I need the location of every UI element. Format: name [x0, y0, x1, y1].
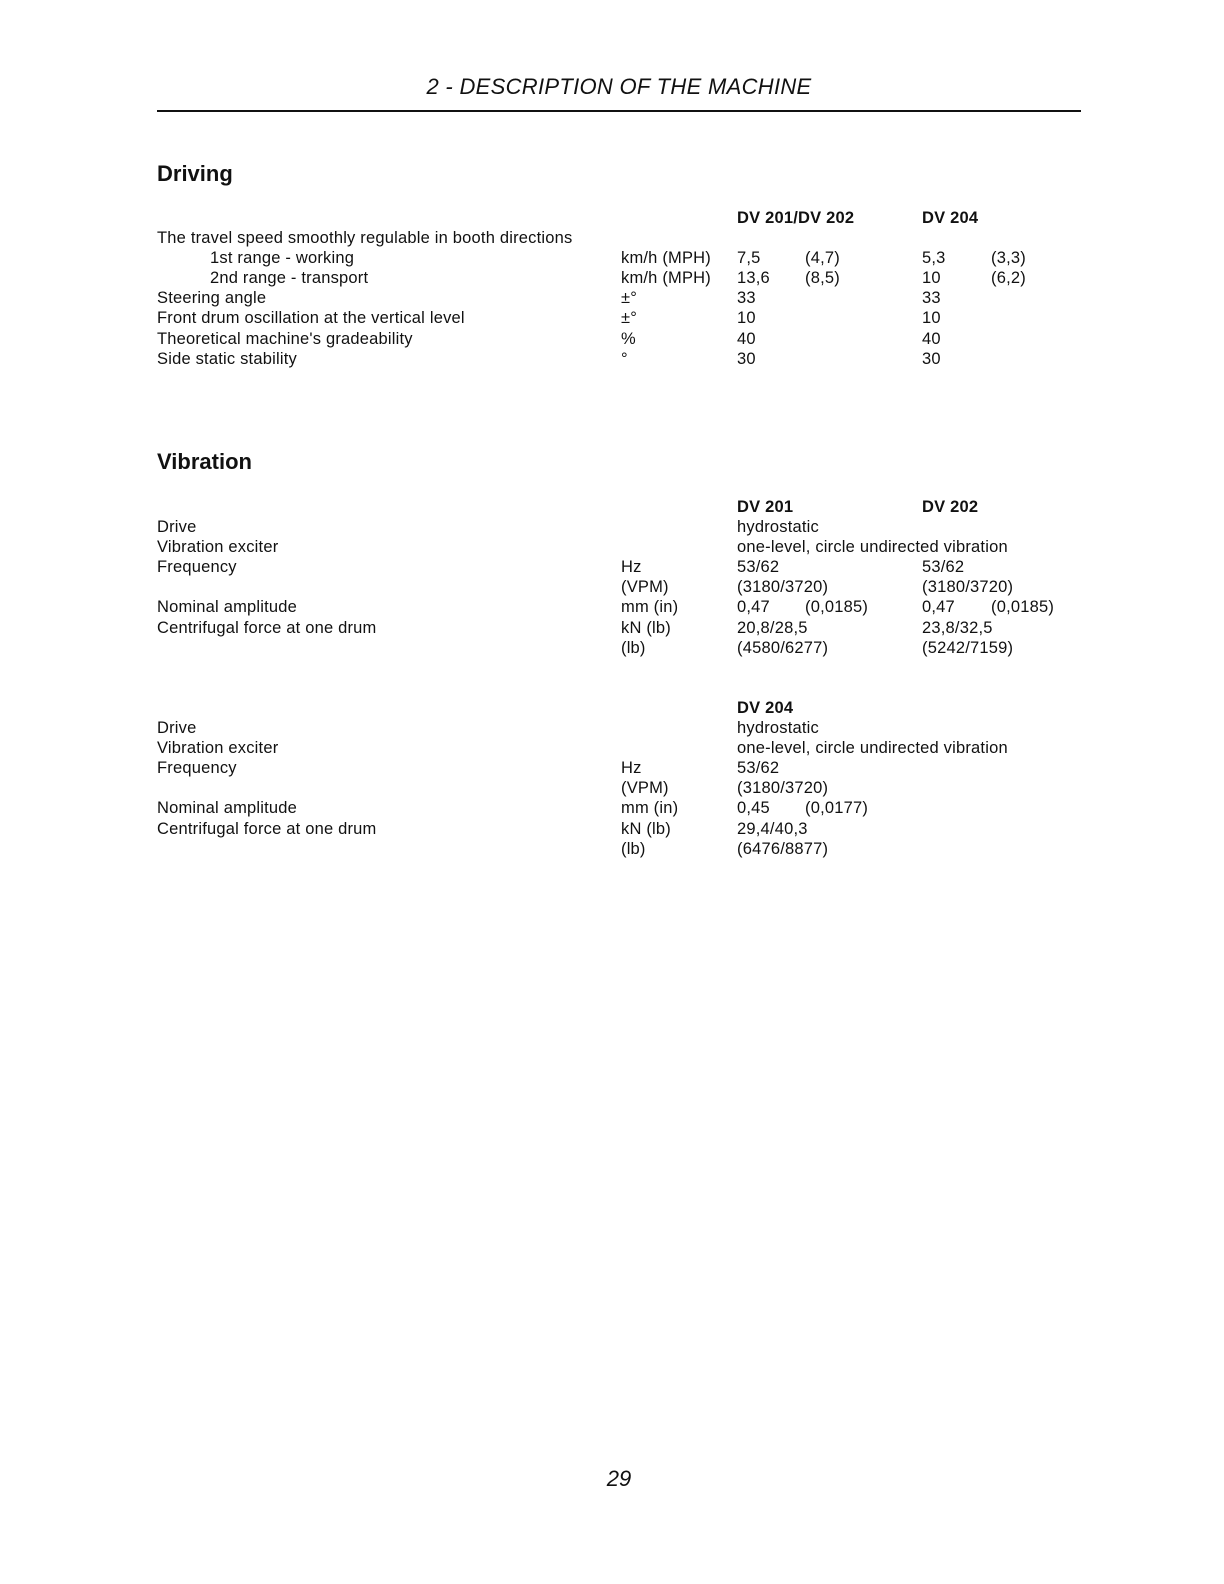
row-value: one-level, circle undirected vibration: [737, 538, 1008, 557]
travel-speed-intro: The travel speed smoothly regulable in booth directions: [157, 229, 573, 248]
row-unit: mm (in): [621, 598, 679, 617]
table-row: [157, 349, 1081, 369]
table-row: [157, 537, 1081, 557]
row-value: 30: [922, 349, 941, 368]
row-value: (3,3): [991, 249, 1026, 268]
row-value: 0,45: [737, 799, 770, 818]
column-header-dv204: DV 204: [737, 699, 794, 717]
row-value: 13,6: [737, 269, 770, 288]
row-label: Theoretical machine's gradeability: [157, 329, 413, 348]
row-value: (6476/8877): [737, 839, 829, 858]
table-header-row: [157, 698, 1081, 718]
table-row: [157, 638, 1081, 658]
row-value: 30: [737, 349, 756, 368]
row-value: (0,0185): [805, 598, 869, 617]
table-row: [157, 839, 1081, 859]
row-value: (5242/7159): [922, 638, 1014, 657]
vibration-table-dv201-dv202: [157, 497, 1081, 658]
table-row: [157, 758, 1081, 778]
row-value: 40: [737, 329, 756, 348]
row-value: 0,47: [737, 598, 770, 617]
row-label: Frequency: [157, 558, 237, 577]
table-row: [157, 577, 1081, 597]
row-unit: kN (lb): [621, 618, 671, 637]
row-unit: (VPM): [621, 578, 669, 597]
row-label: Frequency: [157, 759, 237, 778]
row-value: one-level, circle undirected vibration: [737, 739, 1008, 758]
row-unit: (lb): [621, 839, 646, 858]
header-rule: [157, 110, 1081, 112]
table-row: [157, 308, 1081, 328]
row-value: 10: [737, 309, 756, 328]
section-title-vibration: Vibration: [157, 449, 252, 474]
row-label: Centrifugal force at one drum: [157, 618, 377, 637]
row-value: 20,8/28,5: [737, 618, 808, 637]
row-value: 33: [737, 289, 756, 308]
row-value: (4,7): [805, 249, 840, 268]
table-row: [157, 557, 1081, 577]
row-unit: ±°: [621, 309, 638, 328]
row-unit: Hz: [621, 558, 642, 577]
table-row: [157, 268, 1081, 288]
row-value: (8,5): [805, 269, 840, 288]
table-row: [157, 819, 1081, 839]
row-label: Vibration exciter: [157, 739, 279, 758]
row-unit: Hz: [621, 759, 642, 778]
row-value: 23,8/32,5: [922, 618, 993, 637]
row-label: Steering angle: [157, 289, 267, 308]
column-header-dv204: DV 204: [922, 209, 979, 227]
column-header-dv201-dv202: DV 201/DV 202: [737, 209, 855, 227]
page-header: 2 - DESCRIPTION OF THE MACHINE: [426, 74, 812, 99]
row-value: hydrostatic: [737, 719, 819, 738]
row-label: Nominal amplitude: [157, 598, 298, 617]
row-label: Side static stability: [157, 349, 297, 368]
table-row: [157, 248, 1081, 268]
row-value: 7,5: [737, 249, 761, 268]
table-row: [157, 329, 1081, 349]
row-unit: ±°: [621, 289, 638, 308]
driving-table: [157, 208, 1081, 369]
table-row: [157, 618, 1081, 638]
row-value: (4580/6277): [737, 638, 829, 657]
row-value: (6,2): [991, 269, 1026, 288]
row-value: 53/62: [737, 759, 780, 778]
row-value: 33: [922, 289, 941, 308]
row-value: (3180/3720): [922, 578, 1014, 597]
table-row: [157, 718, 1081, 738]
table-header-row: [157, 208, 1081, 228]
table-row: [157, 228, 1081, 248]
row-value: 0,47: [922, 598, 955, 617]
row-label: Drive: [157, 719, 197, 738]
table-row: [157, 778, 1081, 798]
row-value: (3180/3720): [737, 779, 829, 798]
row-unit: mm (in): [621, 799, 679, 818]
row-value: hydrostatic: [737, 518, 819, 537]
row-value: (0,0177): [805, 799, 869, 818]
row-unit: (lb): [621, 638, 646, 657]
row-value: 29,4/40,3: [737, 819, 808, 838]
vibration-table-dv204: [157, 698, 1081, 859]
row-value: 10: [922, 269, 941, 288]
row-unit: km/h (MPH): [621, 249, 711, 268]
row-label: Vibration exciter: [157, 538, 279, 557]
column-header-dv201: DV 201: [737, 498, 794, 516]
row-value: (0,0185): [991, 598, 1055, 617]
row-unit: %: [621, 329, 636, 348]
table-header-row: [157, 497, 1081, 517]
row-value: 10: [922, 309, 941, 328]
table-row: [157, 738, 1081, 758]
row-value: 5,3: [922, 249, 946, 268]
table-row: [157, 288, 1081, 308]
column-header-dv202: DV 202: [922, 498, 979, 516]
row-label: Centrifugal force at one drum: [157, 819, 377, 838]
row-label: Drive: [157, 518, 197, 537]
row-value: 53/62: [737, 558, 780, 577]
row-unit: km/h (MPH): [621, 269, 711, 288]
table-row: [157, 597, 1081, 617]
row-label: 1st range - working: [210, 249, 355, 268]
row-value: 53/62: [922, 558, 965, 577]
row-unit: °: [621, 349, 628, 368]
section-title-driving: Driving: [157, 161, 233, 186]
row-label: 2nd range - transport: [210, 269, 369, 288]
row-unit: (VPM): [621, 779, 669, 798]
page-number: 29: [606, 1466, 632, 1491]
table-row: [157, 798, 1081, 818]
row-label: Front drum oscillation at the vertical level: [157, 309, 465, 328]
row-value: (3180/3720): [737, 578, 829, 597]
table-row: [157, 517, 1081, 537]
row-value: 40: [922, 329, 941, 348]
row-unit: kN (lb): [621, 819, 671, 838]
row-label: Nominal amplitude: [157, 799, 298, 818]
